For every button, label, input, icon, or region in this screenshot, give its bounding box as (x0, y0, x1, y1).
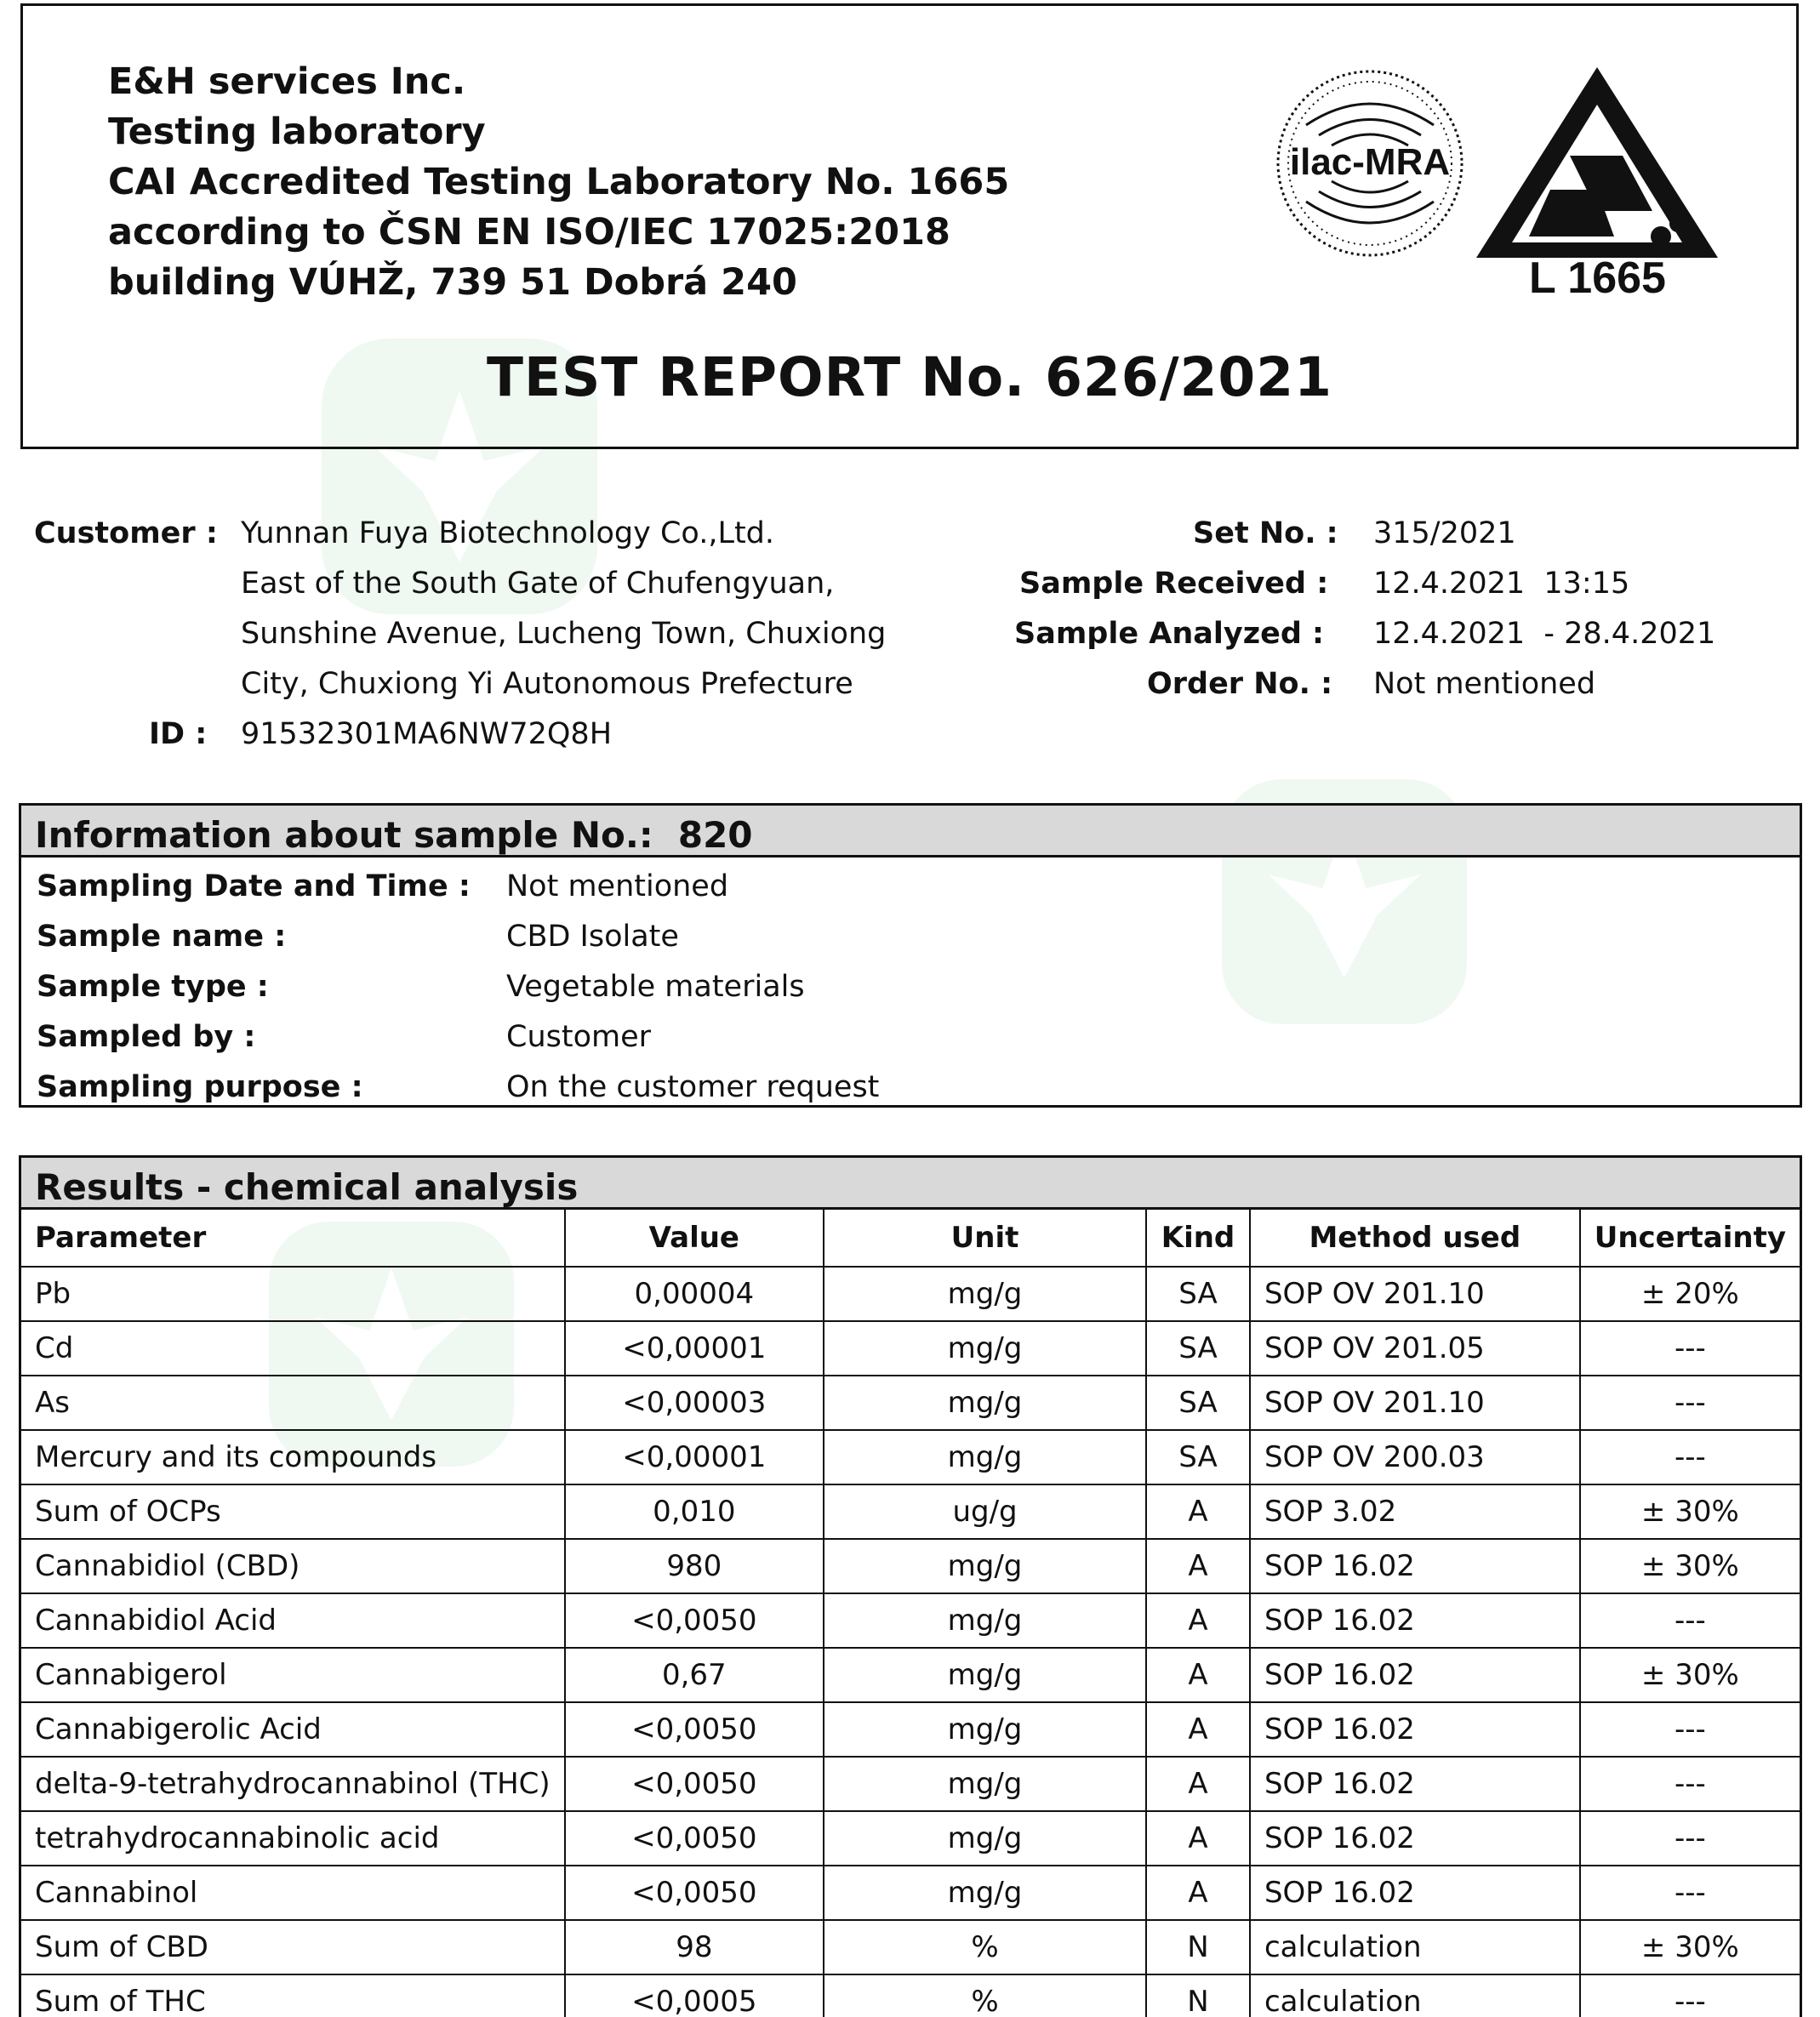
parameter-cell: Pb (21, 1267, 565, 1321)
ilac-logo-text: ilac-MRA (1289, 141, 1451, 183)
method-cell: SOP 16.02 (1250, 1702, 1580, 1757)
unit-cell: mg/g (824, 1702, 1146, 1757)
uncertainty-cell: --- (1580, 1811, 1800, 1866)
parameter-cell: Mercury and its compounds (21, 1430, 565, 1484)
uncertainty-cell: ± 20% (1580, 1267, 1800, 1321)
sample-info-row (37, 1070, 879, 1104)
method-cell: SOP OV 200.03 (1250, 1430, 1580, 1484)
value-cell: 0,010 (565, 1484, 824, 1539)
sample-info-label: Sampled by : (37, 1020, 256, 1054)
parameter-cell: Cannabigerol (21, 1648, 565, 1702)
table-row (21, 1702, 1800, 1757)
column-header: Unit (824, 1210, 1146, 1267)
kind-cell: SA (1146, 1376, 1250, 1430)
kind-cell: SA (1146, 1430, 1250, 1484)
unit-cell: mg/g (824, 1539, 1146, 1593)
uncertainty-cell: --- (1580, 1376, 1800, 1430)
method-cell: SOP OV 201.05 (1250, 1321, 1580, 1376)
sample-analyzed-label: Sample Analyzed : (1014, 617, 1325, 651)
table-row (21, 1811, 1800, 1866)
uncertainty-cell: ± 30% (1580, 1539, 1800, 1593)
table-row (21, 1648, 1800, 1702)
sample-info-label: Sampling purpose : (37, 1070, 363, 1104)
kind-cell: A (1146, 1702, 1250, 1757)
uncertainty-cell: --- (1580, 1593, 1800, 1648)
parameter-cell: As (21, 1376, 565, 1430)
method-cell: SOP 16.02 (1250, 1866, 1580, 1920)
parameter-cell: Cannabidiol (CBD) (21, 1539, 565, 1593)
method-cell: SOP 16.02 (1250, 1757, 1580, 1811)
sample-info-value: Not mentioned (506, 869, 729, 903)
method-cell: SOP 16.02 (1250, 1648, 1580, 1702)
unit-cell: mg/g (824, 1593, 1146, 1648)
sample-analyzed-value: 12.4.2021 - 28.4.2021 (1373, 617, 1716, 651)
report-header (20, 3, 1799, 449)
sample-info-label: Sample name : (37, 920, 287, 954)
kind-cell: A (1146, 1811, 1250, 1866)
sample-info-value: Customer (506, 1020, 652, 1054)
parameter-cell: delta-9-tetrahydrocannabinol (THC) (21, 1757, 565, 1811)
uncertainty-cell: --- (1580, 1757, 1800, 1811)
column-header: Value (565, 1210, 824, 1267)
sample-info-value: Vegetable materials (506, 970, 805, 1004)
unit-cell: mg/g (824, 1267, 1146, 1321)
customer-line: City, Chuxiong Yi Autonomous Prefecture (241, 667, 853, 701)
uncertainty-cell: ± 30% (1580, 1648, 1800, 1702)
table-row (21, 1267, 1800, 1321)
table-row (21, 1430, 1800, 1484)
method-cell: calculation (1250, 1974, 1580, 2017)
method-cell: SOP OV 201.10 (1250, 1267, 1580, 1321)
value-cell: <0,0005 (565, 1974, 824, 2017)
uncertainty-cell: --- (1580, 1866, 1800, 1920)
kind-cell: A (1146, 1648, 1250, 1702)
kind-cell: A (1146, 1593, 1250, 1648)
order-no-value: Not mentioned (1373, 667, 1596, 701)
method-cell: SOP 16.02 (1250, 1593, 1580, 1648)
method-cell: SOP OV 201.10 (1250, 1376, 1580, 1430)
set-no-label: Set No. : (1193, 516, 1338, 550)
kind-cell: SA (1146, 1321, 1250, 1376)
table-row (21, 1321, 1800, 1376)
customer-line: Yunnan Fuya Biotechnology Co.,Ltd. (241, 516, 775, 550)
table-row (21, 1484, 1800, 1539)
parameter-cell: Sum of THC (21, 1974, 565, 2017)
parameter-cell: Cannabigerolic Acid (21, 1702, 565, 1757)
unit-cell: mg/g (824, 1866, 1146, 1920)
customer-id-value: 91532301MA6NW72Q8H (241, 717, 613, 751)
unit-cell: mg/g (824, 1757, 1146, 1811)
value-cell: 980 (565, 1539, 824, 1593)
value-cell: <0,0050 (565, 1757, 824, 1811)
ilac-mra-logo (1272, 66, 1468, 261)
table-row (21, 1757, 1800, 1811)
column-header: Uncertainty (1580, 1210, 1800, 1267)
parameter-cell: tetrahydrocannabinolic acid (21, 1811, 565, 1866)
results-heading: Results - chemical analysis (21, 1158, 1800, 1210)
lab-line: building VÚHŽ, 739 51 Dobrá 240 (108, 261, 797, 304)
parameter-cell: Cd (21, 1321, 565, 1376)
kind-cell: A (1146, 1484, 1250, 1539)
kind-cell: A (1146, 1757, 1250, 1811)
table-row (21, 1974, 1800, 2017)
table-row (21, 1593, 1800, 1648)
value-cell: <0,00003 (565, 1376, 824, 1430)
value-cell: <0,0050 (565, 1593, 824, 1648)
lab-line: according to ČSN EN ISO/IEC 17025:2018 (108, 211, 950, 254)
sample-info-row (37, 869, 728, 903)
table-row (21, 1920, 1800, 1974)
lab-address (108, 57, 1009, 308)
unit-cell: mg/g (824, 1648, 1146, 1702)
method-cell: SOP 16.02 (1250, 1811, 1580, 1866)
sample-info-section (19, 803, 1802, 1108)
order-no-label: Order No. : (1147, 667, 1333, 701)
lab-line: CAI Accredited Testing Laboratory No. 1665 (108, 161, 1010, 203)
uncertainty-cell: --- (1580, 1321, 1800, 1376)
customer-label: Customer : (34, 516, 218, 550)
sample-info-label: Sample type : (37, 970, 269, 1004)
results-table (21, 1210, 1800, 2017)
parameter-cell: Sum of CBD (21, 1920, 565, 1974)
table-row (21, 1866, 1800, 1920)
value-cell: 98 (565, 1920, 824, 1974)
sample-info-value: On the customer request (506, 1070, 880, 1104)
lab-line: Testing laboratory (108, 111, 486, 153)
value-cell: 0,67 (565, 1648, 824, 1702)
parameter-cell: Cannabidiol Acid (21, 1593, 565, 1648)
kind-cell: A (1146, 1539, 1250, 1593)
unit-cell: % (824, 1974, 1146, 2017)
value-cell: <0,0050 (565, 1811, 824, 1866)
uncertainty-cell: --- (1580, 1430, 1800, 1484)
uncertainty-cell: ± 30% (1580, 1920, 1800, 1974)
sample-info-row (37, 920, 679, 954)
customer-line: East of the South Gate of Chufengyuan, (241, 567, 835, 601)
customer-line: Sunshine Avenue, Lucheng Town, Chuxiong (241, 617, 887, 651)
unit-cell: mg/g (824, 1321, 1146, 1376)
parameter-cell: Sum of OCPs (21, 1484, 565, 1539)
sample-info-row (37, 1020, 651, 1054)
sample-info-label: Sampling Date and Time : (37, 869, 471, 903)
table-row (21, 1376, 1800, 1430)
method-cell: SOP 3.02 (1250, 1484, 1580, 1539)
value-cell: 0,00004 (565, 1267, 824, 1321)
column-header: Kind (1146, 1210, 1250, 1267)
value-cell: <0,00001 (565, 1430, 824, 1484)
method-cell: calculation (1250, 1920, 1580, 1974)
report-title: TEST REPORT No. 626/2021 (487, 346, 1332, 408)
column-header: Method used (1250, 1210, 1580, 1267)
results-section (19, 1155, 1802, 2017)
customer-id-label: ID : (149, 717, 208, 751)
sample-info-value: CBD Isolate (506, 920, 679, 954)
sample-received-value: 12.4.2021 13:15 (1373, 567, 1630, 601)
unit-cell: ug/g (824, 1484, 1146, 1539)
uncertainty-cell: --- (1580, 1974, 1800, 2017)
kind-cell: SA (1146, 1267, 1250, 1321)
kind-cell: N (1146, 1974, 1250, 2017)
results-header-row (21, 1210, 1800, 1267)
unit-cell: mg/g (824, 1811, 1146, 1866)
kind-cell: A (1146, 1866, 1250, 1920)
kind-cell: N (1146, 1920, 1250, 1974)
value-cell: <0,00001 (565, 1321, 824, 1376)
results-body (21, 1267, 1800, 2017)
value-cell: <0,0050 (565, 1866, 824, 1920)
unit-cell: mg/g (824, 1376, 1146, 1430)
uncertainty-cell: --- (1580, 1702, 1800, 1757)
parameter-cell: Cannabinol (21, 1866, 565, 1920)
column-header: Parameter (21, 1210, 565, 1267)
method-cell: SOP 16.02 (1250, 1539, 1580, 1593)
unit-cell: mg/g (824, 1430, 1146, 1484)
set-no-value: 315/2021 (1373, 516, 1516, 550)
uncertainty-cell: ± 30% (1580, 1484, 1800, 1539)
lab-line: E&H services Inc. (108, 60, 466, 103)
table-row (21, 1539, 1800, 1593)
value-cell: <0,0050 (565, 1702, 824, 1757)
sample-received-label: Sample Received : (1019, 567, 1329, 601)
sample-info-heading: Information about sample No.: 820 (21, 806, 1800, 858)
accreditation-number: L 1665 (1529, 254, 1666, 303)
sample-info-row (37, 970, 805, 1004)
unit-cell: % (824, 1920, 1146, 1974)
